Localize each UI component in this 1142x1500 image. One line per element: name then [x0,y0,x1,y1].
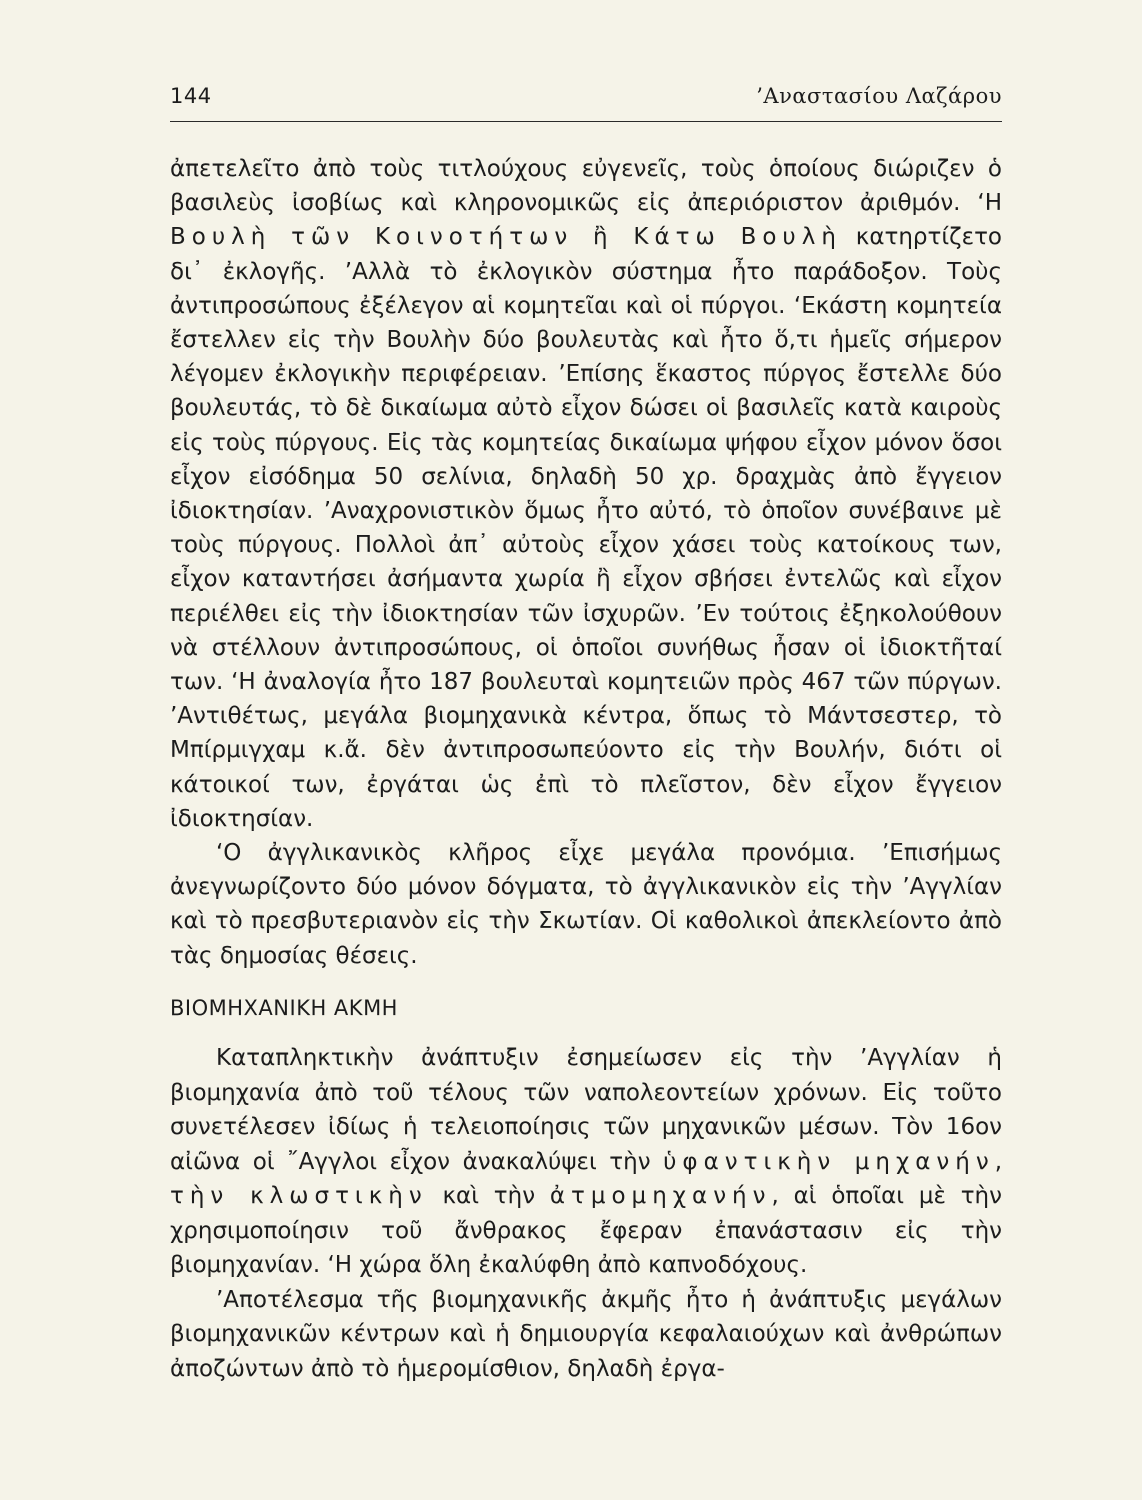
paragraph-text: , αἱ ὁποῖαι μὲ τὴν χρησιμοποίησιν τοῦ ἄνθρακος ἔφεραν ἐπανάστασιν εἰς τὴν βιομηχανίαν. ‘Η χώρα ὅλη ἐκαλύφθη ἀπὸ καπνοδόχους. [170,1183,1002,1278]
spaced-emphasis: ἀτμομηχανήν [549,1183,772,1209]
running-head [170,84,1002,118]
paragraph-text: ἀπετελεῖτο ἀπὸ τοὺς τιτλούχους εὐγενεῖς, τοὺς ὁποίους διώριζεν ὁ βασιλεὺς ἰσοβίως καὶ κληρονομικῶς εἰς ἀπεριόριστον ἀριθμόν. ‘Η [170,156,1002,217]
paragraph-text: κατηρτίζετο δι᾽ ἐκλογῆς. ’Αλλὰ τὸ ἐκλογικὸν σύστημα ἦτο παράδοξον. Τοὺς ἀντιπροσώπους ἐξέλεγον αἱ κομητεῖαι καὶ οἱ πύργοι. ‘Εκάστη κομητεία ἔστελλεν εἰς τὴν Βουλὴν δύο βουλευτὰς καὶ ἦτο ὅ,τι ἡμεῖς σήμερον λέγομεν ἐκλογικὴν περιφέρειαν. ’Επίσης ἕκαστος πύργος ἔστελλε δύο βουλευτάς, τὸ δὲ δικαίωμα αὐτὸ εἶχον δώσει οἱ βασιλεῖς κατὰ καιροὺς εἰς τοὺς πύργους. Εἰς τὰς κομητείας δικαίωμα ψήφου εἶχον μόνον ὅσοι εἶχον εἰσόδημα 50 σελίνια, δηλαδὴ 50 χρ. δραχμὰς ἀπὸ ἔγγειον ἰδιοκτησίαν. ’Αναχρονιστικὸν ὅμως ἦτο αὐτό, τὸ ὁποῖον συνέβαινε μὲ τοὺς πύργους. Πολλοὶ ἀπ᾽ αὐτοὺς εἶχον χάσει τοὺς κατοίκους των, εἶχον καταντήσει ἀσήμαντα χωρία ἢ εἶχον σβήσει ἐντελῶς καὶ εἶχον περιέλθει εἰς τὴν ἰδιοκτησίαν τῶν ἰσχυρῶν. ’Εν τούτοις ἐξηκολούθουν νὰ στέλλουν ἀντιπροσώπους, οἱ ὁποῖοι συνήθως ἦσαν οἱ ἰδιοκτῆταί των. ‘Η ἀναλογία ἦτο 187 βουλευταὶ κομητειῶν πρὸς 467 τῶν πύργων. ’Αντιθέτως, μεγάλα βιομηχανικὰ κέντρα, ὅπως τὸ Μάντσεστερ, τὸ Μπίρμιγχαμ κ.ἄ. δὲν ἀντιπροσωπεύοντο εἰς τὴν Βουλήν, διότι οἱ κάτοικοί των, ἐργάται ὡς ἐπὶ τὸ πλεῖστον, δὲν εἶχον ἔγγειον ἰδιοκτησίαν. [170,224,1002,832]
body-text-section-1 [170,152,1002,973]
page-number: 144 [170,84,212,108]
paragraph-clergy: ‘Ο ἀγγλικανικὸς κλῆρος εἶχε μεγάλα προνόμια. ’Επισήμως ἀνεγνωρίζοντο δύο μόνον δόγματα, τὸ ἀγγλικανικὸν εἰς τὴν ’Αγγλίαν καὶ τὸ πρεσβυτεριανὸν εἰς τὴν Σκωτίαν. Οἱ καθολικοὶ ἀπεκλείοντο ἀπὸ τὰς δημοσίας θέσεις. [170,840,1002,969]
paragraph-text: , [994,1148,1002,1175]
section-heading: ΒΙΟΜΗΧΑΝΙΚΗ ΑΚΜΗ [170,996,398,1020]
spaced-emphasis: Βουλὴ τῶν Κοινοτήτων ἢ Κάτω Βουλὴ [170,224,842,251]
paragraph-text: καὶ τὴν [427,1183,550,1209]
paragraph-result: ’Αποτέλεσμα τῆς βιομηχανικῆς ἀκμῆς ἦτο ἡ ἀνάπτυξις μεγάλων βιομηχανικῶν κέντρων καὶ ἡ δημιουργία κεφαλαιούχων καὶ ἀνθρώπων ἀποζώντων ἀπὸ τὸ ἡμερομίσθιον, δηλαδὴ ἐργα- [170,1286,1002,1382]
body-text-section-2 [170,1041,1002,1386]
spaced-emphasis: τὴν κλωστικὴν [170,1183,428,1209]
paragraph-industry [170,1041,1002,1283]
paragraph-text: Καταπληκτικὴν ἀνάπτυξιν ἐσημείωσεν εἰς τὴν ’Αγγλίαν ἡ βιομηχανία ἀπὸ τοῦ τέλους τῶν ναπολεοντείων χρόνων. Εἰς τοῦτο συνετέλεσεν ἰδίως ἡ τελειοποίησις τῶν μηχανικῶν μέσων. Τὸν 16ον αἰῶνα οἱ ῎Αγγλοι εἶχον ἀνακαλύψει τὴν [170,1045,1002,1175]
paragraph-parliament [170,152,1002,836]
header-author: ’Αναστασίου Λαζάρου [756,84,1002,108]
header-rule [170,121,1002,122]
spaced-emphasis: ὑφαντικὴν μηχανήν [663,1148,995,1175]
